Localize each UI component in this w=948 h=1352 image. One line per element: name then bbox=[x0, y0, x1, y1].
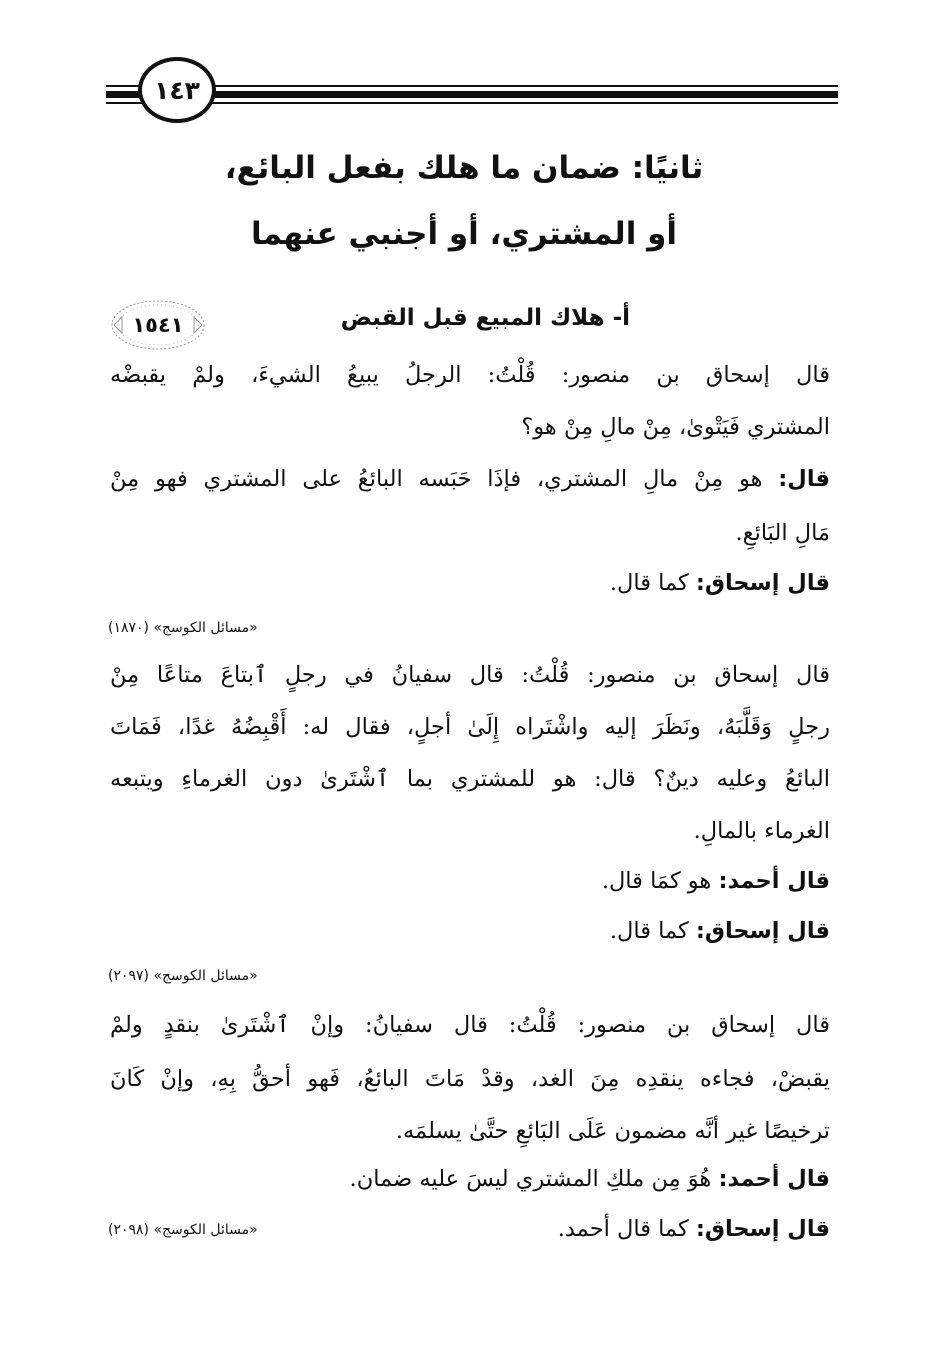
p1-line-5 bbox=[110, 570, 830, 597]
source-citation: «مسائل الكوسج» (١٨٧٠) bbox=[108, 620, 258, 636]
p1-line-3-text: هو مِنْ مالِ المشتري، فإذَا حَبَسه البائعُ على المشتري فهو مِنْ bbox=[110, 466, 763, 492]
page-number: ١٤٣ bbox=[138, 57, 216, 123]
section-number: ١٥٤١ bbox=[132, 313, 184, 337]
chapter-title-line-2: أو المشتري، أو أجنبي عنهما bbox=[250, 216, 678, 252]
chapter-title-line-1: ثانيًا: ضمان ما هلك بفعل البائع، bbox=[224, 150, 704, 186]
p3-line-4-text: هُوَ مِن ملكِ المشتري ليسَ عليه ضمان. bbox=[349, 1166, 712, 1192]
p3-line-5-text: كما قال أحمد. bbox=[557, 1216, 689, 1242]
p2-line-3: البائعُ وعليه دينٌ؟ قال: هو للمشتري بما ٱشْتَرىٰ دون الغرماءِ ويتبعه bbox=[110, 766, 830, 792]
p2-line-6-text: كما قال. bbox=[609, 918, 689, 944]
speaker-label: قال إسحاق: bbox=[695, 570, 830, 596]
p3-line-4 bbox=[110, 1166, 830, 1193]
speaker-label: قال إسحاق: bbox=[695, 1216, 830, 1242]
p1-line-2: المشتري فَيَتْوىٰ، مِنْ مالِ مِنْ هو؟ bbox=[521, 414, 830, 440]
source-citation: «مسائل الكوسج» (٢٠٩٧) bbox=[108, 968, 258, 984]
p1-line-4: مَالِ البَائعِ. bbox=[735, 520, 830, 546]
p2-line-1: قال إسحاق بن منصور: قُلْتُ: قال سفيانُ في رجلٍ ٱبتاعَ متاعًا مِنْ bbox=[110, 662, 830, 688]
p2-line-4: الغرماء بالمالِ. bbox=[693, 818, 830, 844]
source-citation: «مسائل الكوسج» (٢٠٩٨) bbox=[108, 1222, 258, 1238]
p3-line-3: ترخيصًا غير أنَّه مضمون عَلَى البَائعِ حتَّىٰ يسلمَه. bbox=[395, 1118, 830, 1144]
p2-line-5 bbox=[110, 868, 830, 895]
section-heading: أ- هلاك المبيع قبل القبض bbox=[340, 305, 630, 331]
section-number-badge bbox=[108, 297, 208, 353]
p2-line-2: رجلٍ وَقَلَّبَهُ، ونَظَرَ إليه واشْتَراه إِلَىٰ أجلٍ، فقال له: أَقْبِضُهُ غدًا، فَمَاتَ bbox=[110, 714, 830, 740]
p2-line-6 bbox=[110, 918, 830, 945]
speaker-label: قال أحمد: bbox=[718, 868, 830, 894]
p3-line-2: يقبضْ، فجاءه ينقدِه مِنَ الغد، وقدْ مَاتَ البائعُ، فَهو أحقُّ بِهِ، وإنْ كَانَ bbox=[110, 1066, 830, 1092]
p3-line-1: قال إسحاق بن منصور: قُلْتُ: قال سفيانُ: وإنْ ٱشْتَرىٰ بنقدٍ ولمْ bbox=[110, 1012, 830, 1038]
p1-line-1: قال إسحاق بن منصور: قُلْتُ: الرجلُ يبيعُ الشيءَ، ولمْ يقبضْه bbox=[110, 362, 830, 388]
p1-line-3 bbox=[110, 466, 830, 493]
header-rule-bottom bbox=[106, 102, 838, 104]
p2-line-5-text: هو كمَا قال. bbox=[601, 868, 712, 894]
speaker-label: قال أحمد: bbox=[718, 1166, 830, 1192]
speaker-label: قال: bbox=[778, 466, 830, 492]
p1-line-5-text: كما قال. bbox=[609, 570, 689, 596]
speaker-label: قال إسحاق: bbox=[695, 918, 830, 944]
